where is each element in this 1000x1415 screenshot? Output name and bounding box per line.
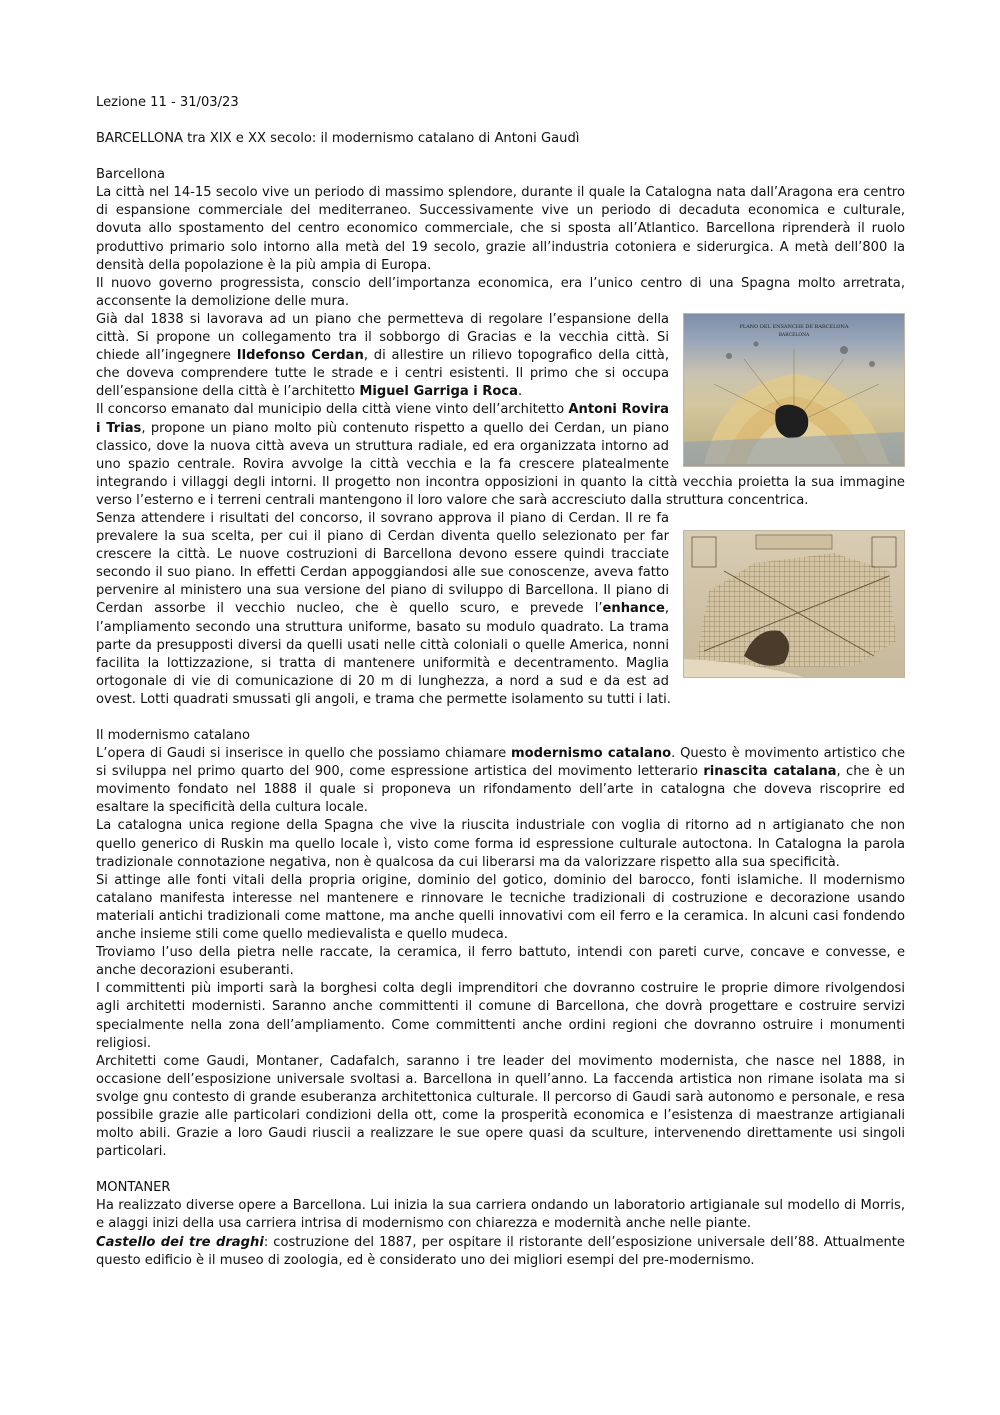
text-run: . Questo è movimento artistico che si sviluppa nel primo quarto del 900, come espressione artistica del movimento letterario [96,746,905,780]
paragraph: La catalogna unica regione della Spagna che vive la riuscita industriale con voglia di ritorno ad n artigianato che non quello generico di Ruskin ma quello locale ì, visto come forma id espressione culturale autoctona. In Catalogna la parola tradizionale connotazione negativa, non è qualcosa da cui liberarsi ma da valorizzare rispetto alla sua specificità. [96,818,905,870]
paragraph [96,745,905,817]
term-enhance: enhance [602,601,665,617]
paragraph: Troviamo l’uso della pietra nelle raccate, la ceramica, il ferro battuto, intendi con pareti curve, concave e convesse, e anche decorazioni esuberanti. [96,945,905,979]
text-run: Il concorso emanato dal municipio della città viene vinto dell’architetto [96,402,569,418]
text-run: : costruzione del 1887, per ospitare il ristorante dell’esposizione universale dell’88. Attualmente questo edificio è il museo di zoologia, ed è considerato uno dei migliori esempi del pre-modernismo. [96,1234,905,1268]
document-page [96,94,905,1270]
name-antoni-rovira: Antoni Rovira i Trias [96,402,669,436]
text-run: , di allestire un rilievo topografico della città, che doveva comprendere tutte le strade e i centri esistenti. Il primo che si occupa dell’espansione della città è l’architetto [96,348,669,400]
text-run: , che è un movimento fondato nel 1888 il quale si proponeva un rifondamento dell’arte in catalogna che doveva riscoprire ed esaltare la specificità della cultura locale. [96,764,905,816]
paragraph: Il nuovo governo progressista, conscio dell’importanza economica, era l’unico centro di una Spagna molto arretrata, acconsente la demolizione delle mura. [96,275,905,309]
paragraph: Architetti come Gaudi, Montaner, Cadafalch, saranno i tre leader del movimento modernista, che nasce nel 1888, in occasione dell’esposizione universale svoltasi a. Barcellona in quell’anno. La faccenda artistica non rimane isolata ma si svolge gnu contesto di grande esuberanza architettonica culturale. Il percorso di Gaudi sarà autonomo e personale, e resa possibile grazie alle particolari condizioni della ott, come la prosperità economica e l’esistenza di maestranze artigianali molto abili. Grazie a loro Gaudi riuscii a realizzare le sue opere quasi da sculture, intervenendo direttamente usi singoli particolari. [96,1053,905,1160]
name-ildefonso-cerdan: Ildefonso Cerdan [236,348,364,364]
map-figure-cerdan-plan [683,530,905,678]
document-title: BARCELLONA tra XIX e XX secolo: il modernismo catalano di Antoni Gaudì [96,131,580,147]
name-miguel-garriga: Miguel Garriga i Roca [359,384,518,400]
text-run: , l’ampliamento secondo una struttura uniforme, basato su modulo quadrato. La trama parte da presupposti diversi da quelli usati nelle città coloniali o quelle America, nonni facilita la lottizzazione, si tratta di mantenere uniformità e decentramento. Maglia ortogonale di vie di comunicazione di 20 m di lunghezza, a nord a sud e da est ad ovest. Lotti quadrati smussati gli angoli, e trama che permette isolamento su tutti i lati. [96,601,671,707]
map-illustration [684,314,904,466]
section-heading-montaner: MONTANER [96,1180,171,1196]
lesson-header: Lezione 11 - 31/03/23 [96,95,239,110]
paragraph: La città nel 14-15 secolo vive un periodo di massimo splendore, durante il quale la Catalogna nata dall’Aragona era centro di espansione commerciale del mediterraneo. Successivamente vive un periodo di decaduta economica e culturale, dovuta allo spostamento del centro economico commerciale, che si sposta all’Atlantico. Barcellona riprenderà il ruolo produttivo primario solo intorno alla metà del 19 secolo, grazie all’industria cotoniera e siderurgica. A metà dell’800 la densità della popolazione è la più ampia di Europa. [96,185,905,273]
map-illustration [684,531,904,677]
map-title-text: PLANO DEL ENSANCHE DE BARCELONA [739,323,849,330]
text-run: L’opera di Gaudi si inserisce in quello che possiamo chiamare [96,746,512,762]
text-run: Già dal 1838 si lavorava ad un piano che permetteva di regolare l’espansione della città. Si propone un collegamento tra il sobborgo di Gracias e la vecchia città. Si chiede all’ingegnere [96,311,669,364]
paragraph: Si attinge alle fonti vitali della propria origine, dominio del gotico, dominio del barocco, fonti islamiche. Il modernismo catalano manifesta interesse nel mantenere e rinnovare le tecniche tradizionali di costruzione e decorazione usando materiali antichi tradizionali come mattone, ma anche quelli innovativi com eil ferro e la ceramica. In alcuni casi fondendo anche insieme stili come quello medievalista e quello mudeca. [96,872,905,943]
term-castello-dei-tre-draghi: Castello dei tre draghi [96,1234,264,1250]
map-figure-rovira-plan [683,313,905,467]
term-modernismo-catalano: modernismo catalano [511,746,672,762]
text-run: Senza attendere i risultati del concorso, il sovrano approva il piano di Cerdan. Il re fa prevalere la sua scelta, per cui il piano di Cerdan diventa quello selezionato per far crescere la città. Le nuove costruzioni di Barcellona devono essere quindi tracciate secondo il suo piano. In effetti Cerdan appoggiandosi alle sue conoscenze, aveva fatto pervenire al ministero una sua versione del piano di sviluppo di Barcellona. Il piano di Cerdan assorbe il vecchio nucleo, che è quello scuro, e prevede l’ [96,510,669,617]
paragraph [96,1234,905,1270]
paragraph: Ha realizzato diverse opere a Barcellona. Lui inizia la sua carriera ondando un laboratorio artigianale sul modello di Morris, e alaggi inizi della usa carriera intrisa di modernismo con chiarezza e modernità anche nelle piante. [96,1198,905,1232]
text-run: . [517,384,523,400]
map-title-text: BARCELONA [778,332,810,338]
section-heading-barcellona: Barcellona [96,167,165,183]
section-heading-modernismo: Il modernismo catalano [96,728,250,743]
text-run: , propone un piano molto più contenuto rispetto a quello dei Cerdan, un piano classico, dove la nuova città aveva un struttura radiale, ed era organizzata intorno ad uno spazio centrale. Rovira avvolge la città vecchia e la fa crescere platealmente integrando i villaggi degli intorni. Il progetto non incontra opposizioni in quanto la città vecchia proietta la sua immagine verso l’esterno e i terreni centrali mantengono il loro valore che sarà accresciuto dalla struttura concentrica. [96,420,905,508]
term-rinascita-catalana: rinascita catalana [703,764,837,780]
paragraph: I committenti più importi sarà la borghesi colta degli imprenditori che dovranno costruire le proprie dimore rivolgendosi agli architetti modernisti. Saranno anche committenti il comune di Barcellona, che dovrà progettare e costruire servizi specialmente nella zona dell’ampliamento. Come committenti anche ordini regioni che dovranno ostruire i monumenti religiosi. [96,981,905,1051]
